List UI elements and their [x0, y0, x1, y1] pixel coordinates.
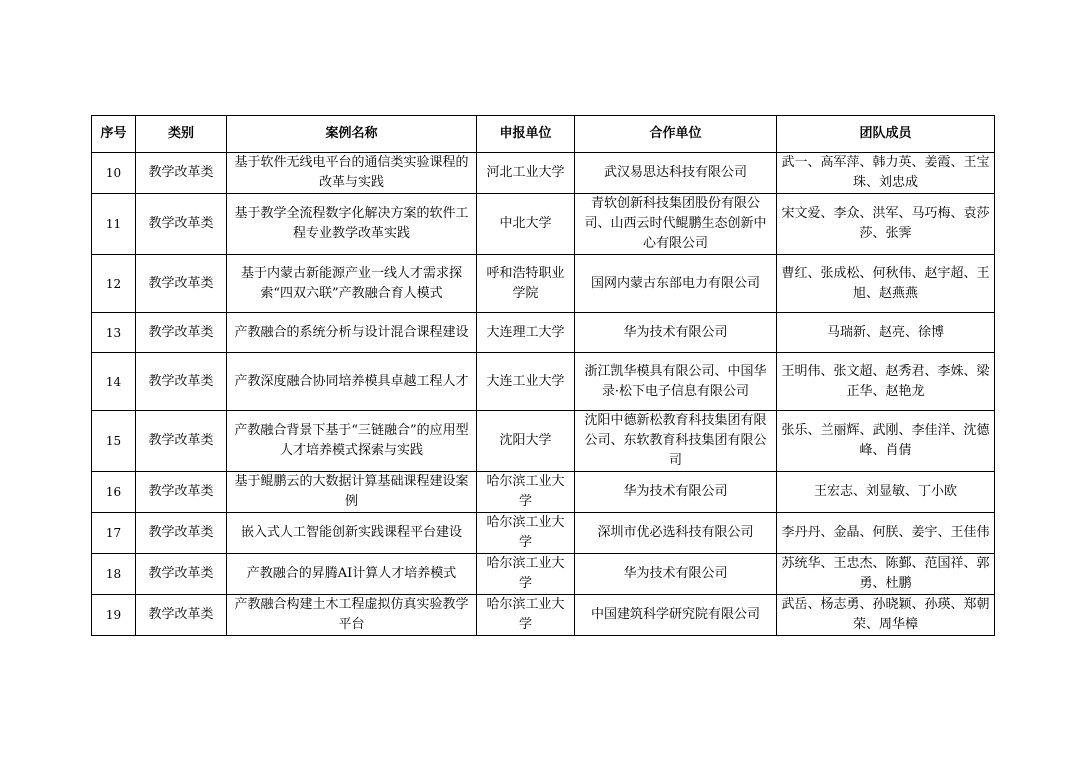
cell-case-name: 基于软件无线电平台的通信类实验课程的改革与实践 [227, 153, 477, 194]
cell-applicant: 哈尔滨工业大学 [477, 595, 575, 636]
cell-seq: 17 [92, 513, 136, 554]
cell-applicant: 河北工业大学 [477, 153, 575, 194]
cell-partner: 华为技术有限公司 [575, 472, 777, 513]
cell-seq: 19 [92, 595, 136, 636]
cell-category: 教学改革类 [136, 194, 227, 255]
cell-partner: 华为技术有限公司 [575, 554, 777, 595]
cell-category: 教学改革类 [136, 153, 227, 194]
header-partner: 合作单位 [575, 116, 777, 153]
cell-seq: 12 [92, 255, 136, 313]
case-table [91, 115, 995, 636]
cell-category: 教学改革类 [136, 255, 227, 313]
cell-case-name: 产教融合的系统分析与设计混合课程建设 [227, 313, 477, 353]
cell-members: 宋文爱、李众、洪军、马巧梅、袁莎莎、张霁 [777, 194, 995, 255]
header-members: 团队成员 [777, 116, 995, 153]
table-row [92, 353, 995, 411]
cell-case-name: 基于内蒙古新能源产业一线人才需求探索“四双六联”产教融合育人模式 [227, 255, 477, 313]
cell-case-name: 产教深度融合协同培养模具卓越工程人才 [227, 353, 477, 411]
cell-category: 教学改革类 [136, 353, 227, 411]
cell-seq: 10 [92, 153, 136, 194]
cell-members: 武一、高军萍、韩力英、姜霞、王宝珠、刘忠成 [777, 153, 995, 194]
cell-case-name: 基于教学全流程数字化解决方案的软件工程专业教学改革实践 [227, 194, 477, 255]
cell-applicant: 哈尔滨工业大学 [477, 513, 575, 554]
cell-partner: 武汉易思达科技有限公司 [575, 153, 777, 194]
cell-category: 教学改革类 [136, 313, 227, 353]
table-row [92, 194, 995, 255]
cell-category: 教学改革类 [136, 472, 227, 513]
cell-partner: 深圳市优必选科技有限公司 [575, 513, 777, 554]
cell-members: 曹红、张成松、何秋伟、赵宇超、王旭、赵燕燕 [777, 255, 995, 313]
cell-case-name: 产教融合构建土木工程虚拟仿真实验教学平台 [227, 595, 477, 636]
cell-category: 教学改革类 [136, 595, 227, 636]
cell-applicant: 大连理工大学 [477, 313, 575, 353]
cell-applicant: 中北大学 [477, 194, 575, 255]
cell-category: 教学改革类 [136, 513, 227, 554]
cell-members: 张乐、兰丽辉、武刚、李佳洋、沈德峰、肖倩 [777, 411, 995, 472]
cell-case-name: 基于鲲鹏云的大数据计算基础课程建设案例 [227, 472, 477, 513]
header-row [92, 116, 995, 153]
cell-members: 武岳、杨志勇、孙晓颖、孙瑛、郑朝荣、周华樟 [777, 595, 995, 636]
cell-members: 马瑞新、赵亮、徐博 [777, 313, 995, 353]
table-row [92, 411, 995, 472]
cell-partner: 沈阳中德新松教育科技集团有限公司、东软教育科技集团有限公司 [575, 411, 777, 472]
table-row [92, 313, 995, 353]
table-row [92, 472, 995, 513]
cell-seq: 13 [92, 313, 136, 353]
cell-applicant: 哈尔滨工业大学 [477, 554, 575, 595]
cell-partner: 青软创新科技集团股份有限公司、山西云时代鲲鹏生态创新中心有限公司 [575, 194, 777, 255]
cell-seq: 15 [92, 411, 136, 472]
cell-seq: 14 [92, 353, 136, 411]
header-applicant: 申报单位 [477, 116, 575, 153]
cell-members: 李丹丹、金晶、何朕、姜宇、王佳伟 [777, 513, 995, 554]
cell-partner: 国网内蒙古东部电力有限公司 [575, 255, 777, 313]
cell-members: 王明伟、张文超、赵秀君、李姝、梁正华、赵艳龙 [777, 353, 995, 411]
table-row [92, 595, 995, 636]
cell-category: 教学改革类 [136, 411, 227, 472]
cell-seq: 16 [92, 472, 136, 513]
cell-category: 教学改革类 [136, 554, 227, 595]
cell-applicant: 沈阳大学 [477, 411, 575, 472]
cell-members: 苏统华、王忠杰、陈鄞、范国祥、郭勇、杜鹏 [777, 554, 995, 595]
cell-members: 王宏志、刘显敏、丁小欧 [777, 472, 995, 513]
cell-partner: 中国建筑科学研究院有限公司 [575, 595, 777, 636]
cell-partner: 浙江凯华模具有限公司、中国华录·松下电子信息有限公司 [575, 353, 777, 411]
table-row [92, 153, 995, 194]
header-case-name: 案例名称 [227, 116, 477, 153]
header-category: 类别 [136, 116, 227, 153]
cell-partner: 华为技术有限公司 [575, 313, 777, 353]
cell-seq: 11 [92, 194, 136, 255]
cell-case-name: 嵌入式人工智能创新实践课程平台建设 [227, 513, 477, 554]
cell-applicant: 大连工业大学 [477, 353, 575, 411]
header-seq: 序号 [92, 116, 136, 153]
table-row [92, 513, 995, 554]
cell-seq: 18 [92, 554, 136, 595]
table-row [92, 255, 995, 313]
cell-applicant: 哈尔滨工业大学 [477, 472, 575, 513]
cell-case-name: 产教融合背景下基于“三链融合”的应用型人才培养模式探索与实践 [227, 411, 477, 472]
cell-case-name: 产教融合的昇腾AI计算人才培养模式 [227, 554, 477, 595]
cell-applicant: 呼和浩特职业学院 [477, 255, 575, 313]
table-row [92, 554, 995, 595]
